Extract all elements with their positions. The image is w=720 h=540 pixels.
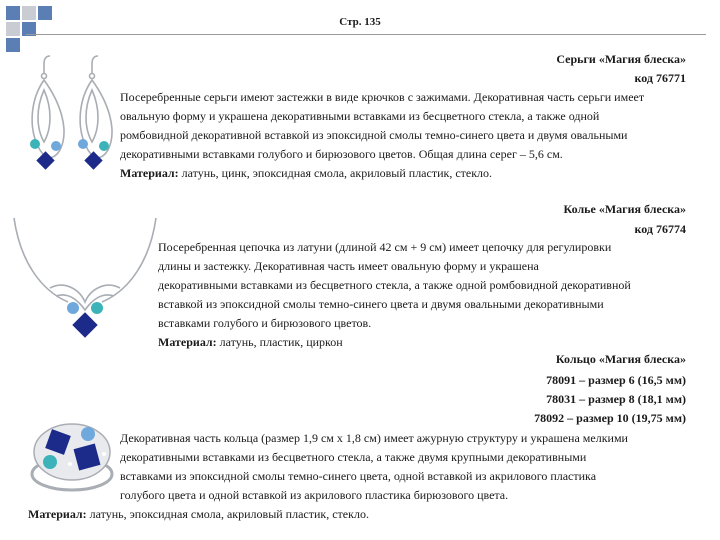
- necklace-line: декоративными вставками из бесцветного стекла, а также одной ромбовидной декоративной: [158, 278, 631, 292]
- ring-title: Кольцо «Магия блеска»: [555, 352, 686, 366]
- earrings-description: [120, 88, 690, 183]
- earrings-line: декоративными вставками голубого и бирюзового цветов. Общая длина серег – 5,6 см.: [120, 147, 563, 161]
- necklace-line: длины и застежку. Декоративная часть имеет овальную форму и украшена: [158, 259, 539, 273]
- earrings-material: [120, 164, 690, 183]
- earrings-image: [26, 50, 122, 190]
- ring-size-2: 78031 – размер 8 (18,1 мм): [546, 392, 686, 406]
- page-number: Стр. 135: [339, 16, 381, 28]
- material-label: Материал:: [28, 507, 87, 521]
- ring-line: голубого цвета и одной вставкой из акрилового пластика бирюзового цвета.: [120, 488, 509, 502]
- material-label: Материал:: [158, 335, 217, 349]
- ring-material: [28, 505, 688, 524]
- necklace-material: [158, 333, 698, 352]
- ring-size-1: 78091 – размер 6 (16,5 мм): [546, 373, 686, 387]
- earrings-title: Серьги «Магия блеска»: [556, 52, 686, 66]
- necklace-title: Колье «Магия блеска»: [563, 202, 686, 216]
- necklace-line: вставками голубого и бирюзового цветов.: [158, 316, 372, 330]
- earrings-line: овальную форму и украшена декоративными вставками из бесцветного стекла, а также одной: [120, 109, 600, 123]
- necklace-code: код 76774: [634, 222, 686, 236]
- material-label: Материал:: [120, 166, 179, 180]
- necklace-line: вставкой из эпоксидной смолы темно-синего цвета и двумя овальными декоративными: [158, 297, 604, 311]
- header-divider: [26, 34, 706, 35]
- earrings-code: код 76771: [634, 71, 686, 85]
- material-value: латунь, цинк, эпоксидная смола, акриловый пластик, стекло.: [178, 166, 493, 180]
- material-value: латунь, эпоксидная смола, акриловый пластик, стекло.: [86, 507, 369, 521]
- necklace-image: [10, 210, 160, 350]
- ring-description: [120, 429, 700, 505]
- ring-line: декоративными вставками из бесцветного стекла, а также двумя крупными декоративными: [120, 450, 587, 464]
- earrings-line: ромбовидной декоративной вставкой из эпоксидной смолы темно-синего цвета и двумя овальными: [120, 128, 628, 142]
- necklace-line: Посеребренная цепочка из латуни (длиной 42 см + 9 см) имеет цепочку для регулировки: [158, 240, 612, 254]
- necklace-description: [158, 238, 698, 352]
- ring-size-3: 78092 – размер 10 (19,75 мм): [534, 411, 686, 425]
- ring-line: Декоративная часть кольца (размер 1,9 см х 1,8 см) имеет ажурную структуру и украшена мелкими: [120, 431, 628, 445]
- ring-line: вставками из эпоксидной смолы темно-синего цвета, одной вставкой из акрилового пластика: [120, 469, 597, 483]
- ring-image: [26, 418, 118, 498]
- earrings-line: Посеребренные серьги имеют застежки в виде крючков с зажимами. Декоративная часть серьги имеет: [120, 90, 645, 104]
- material-value: латунь, пластик, циркон: [216, 335, 343, 349]
